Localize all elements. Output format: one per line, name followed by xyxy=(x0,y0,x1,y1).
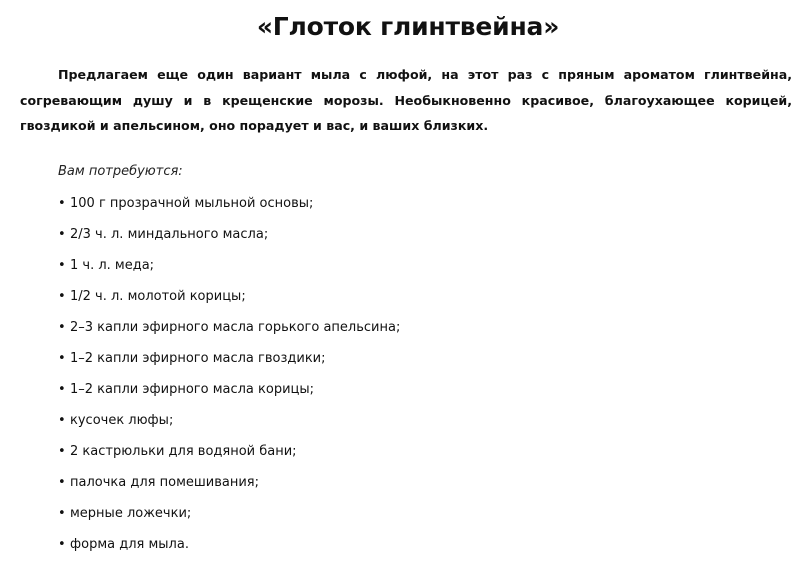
bullet-icon: • xyxy=(58,258,66,273)
list-item-text: форма для мыла. xyxy=(70,537,189,552)
bullet-icon: • xyxy=(58,413,66,428)
bullet-icon: • xyxy=(58,506,66,521)
list-item-text: мерные ложечки; xyxy=(70,506,192,521)
list-item xyxy=(58,194,400,225)
intro-paragraph: Предлагаем еще один вариант мыла с люфой, на этот раз с пряным ароматом глинтвейна, согревающим душу и в крещенские морозы. Необыкновенно красивое, благоухающее корицей, гвоздикой и апельсином, оно порадует и вас, и ваших близких. xyxy=(20,67,792,133)
list-item-text: кусочек люфы; xyxy=(70,413,174,428)
bullet-icon: • xyxy=(58,196,66,211)
list-item xyxy=(58,349,400,380)
list-item xyxy=(58,411,400,442)
bullet-icon: • xyxy=(58,382,66,397)
list-item xyxy=(58,504,400,535)
ingredients-list xyxy=(58,194,400,566)
bullet-icon: • xyxy=(58,475,66,490)
list-item xyxy=(58,287,400,318)
list-item xyxy=(58,318,400,349)
list-item xyxy=(58,473,400,504)
list-item-text: 1/2 ч. л. молотой корицы; xyxy=(70,289,246,304)
list-item xyxy=(58,225,400,256)
list-item-text: 1 ч. л. меда; xyxy=(70,258,155,273)
list-item xyxy=(58,535,400,566)
list-item xyxy=(58,256,400,287)
list-item-text: 2 кастрюльки для водяной бани; xyxy=(70,444,297,459)
bullet-icon: • xyxy=(58,320,66,335)
bullet-icon: • xyxy=(58,537,66,552)
bullet-icon: • xyxy=(58,351,66,366)
list-item xyxy=(58,442,400,473)
list-item xyxy=(58,380,400,411)
list-item-text: 100 г прозрачной мыльной основы; xyxy=(70,196,314,211)
page-title: «Глоток глинтвейна» xyxy=(256,12,560,41)
list-item-text: 2/3 ч. л. миндального масла; xyxy=(70,227,269,242)
bullet-icon: • xyxy=(58,227,66,242)
list-item-text: 1–2 капли эфирного масла гвоздики; xyxy=(70,351,326,366)
bullet-icon: • xyxy=(58,289,66,304)
list-item-text: 2–3 капли эфирного масла горького апельсина; xyxy=(70,320,401,335)
list-item-text: палочка для помешивания; xyxy=(70,475,259,490)
bullet-icon: • xyxy=(58,444,66,459)
requirements-heading: Вам потребуются: xyxy=(58,164,183,179)
list-item-text: 1–2 капли эфирного масла корицы; xyxy=(70,382,315,397)
